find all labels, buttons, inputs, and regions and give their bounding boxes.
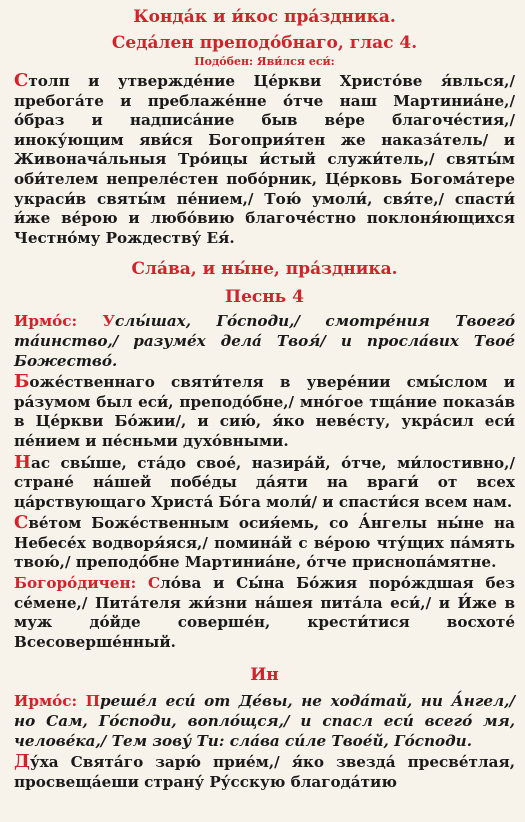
irmos-text: реше́л еси́ от Де́вы, не хода́тай, ни А́нгел,/ но Сам, Го́споди, вопло́щся,/ и спасл еси́ всего́ мя, челове́ка,/ Тем зову́ Ти: сла́ва си́ле Твое́й, Го́споди.: [14, 692, 515, 750]
troparion: [14, 372, 515, 451]
troparion: [14, 513, 515, 573]
paragraph-text: ас свы́ше, ста́до свое́, назира́й, о́тче, ми́лостивно,/ стране́ на́шей побе́ды да́яти на враги́ от всех ца́рствующаго Христа́ Бо́га моли́/ и спасти́ся всем нам.: [14, 453, 515, 511]
irmos-text: слы́шах, Го́споди,/ смотре́ния Твоего́ та́инство,/ разуме́х дела́ Твоя́/ и просла́вих Твое́ Божество́.: [14, 312, 515, 370]
drop-cap: С: [14, 512, 29, 534]
paragraph-text: толп и утвержде́ние Це́ркви Христо́ве я́влься,/ пребога́те и преблаже́нне о́тче наш Мартиниа́не,/ о́браз и надписа́ние быв ве́ре благоче́стия,/ иноку́ющим яви́ся Богоприя́тен же наказа́тель/ и Живонача́льныя Тро́ицы и́стый служи́тель,/ святы́м оби́телем непреле́стен побо́рник, Це́рковь Богома́тере украси́в святы́м пе́нием,/ Тою́ умоли́, свя́те,/ спасти́ и́же ве́рою и любо́вию благоче́стно поклоня́ющихся Честно́му Рождеству́ Ея́.: [14, 72, 515, 247]
bogorodichen: [14, 574, 515, 652]
irmos-1: [14, 312, 515, 371]
heading-kondak: Конда́к и и́кос пра́здника.: [133, 7, 396, 27]
drop-cap: Д: [14, 751, 31, 773]
paragraph-text: оже́ственнаго святи́теля в увере́нии смы́слом и ра́зумом был еси́, преподо́бне,/ мно́гое тща́ние показа́в в Це́ркви Бо́жии/, и сию́, я́ко неве́сту, укра́сил еси́ пе́нием и пе́сньми духо́вными.: [14, 373, 515, 450]
paragraph-text: у́ха Свята́го зарю́ прие́м,/ я́ко звезда́ пресве́тлая, просвеща́еши страну́ Ру́сскую благода́тию: [14, 753, 515, 791]
drop-cap: Н: [14, 451, 32, 473]
heading-pesn: Песнь 4: [225, 287, 304, 308]
irmos-label: Ирмо́с: П: [14, 692, 100, 711]
paragraph-text: ве́том Боже́ственным осия́емь, со А́нгелы ны́не на Небесе́х водворя́яся,/ помина́й с ве́рою чту́щих па́мять твою́,/ преподо́бне Мартиниа́не, о́тче приснопа́мятне.: [14, 514, 515, 572]
bogorodichen-label: Богоро́дичен: С: [14, 574, 161, 593]
troparion: [14, 453, 515, 513]
heading-slava: Сла́ва, и ны́не, пра́здника.: [131, 259, 398, 280]
heading-podoben: Подо́бен: Яви́лся еси́:: [194, 55, 335, 68]
troparion-last: [14, 752, 515, 792]
paragraph-text: ло́ва и Сы́на Бо́жия поро́ждшая без се́мене,/ Пита́теля жи́зни на́шея пита́ла еси́,/ и И́же в муж до́йде соверше́н, крести́тися восхоте́ Всесоверше́нный.: [14, 574, 516, 651]
heading-sedalen: Седа́лен преподо́бнаго, глас 4.: [111, 33, 418, 53]
irmos-2: [14, 692, 515, 751]
irmos-label: Ирмо́с: У: [14, 312, 115, 331]
drop-cap: С: [14, 70, 29, 91]
sedalen-text: [14, 71, 515, 248]
drop-cap: Б: [14, 371, 30, 393]
heading-in: Ин: [250, 665, 279, 686]
